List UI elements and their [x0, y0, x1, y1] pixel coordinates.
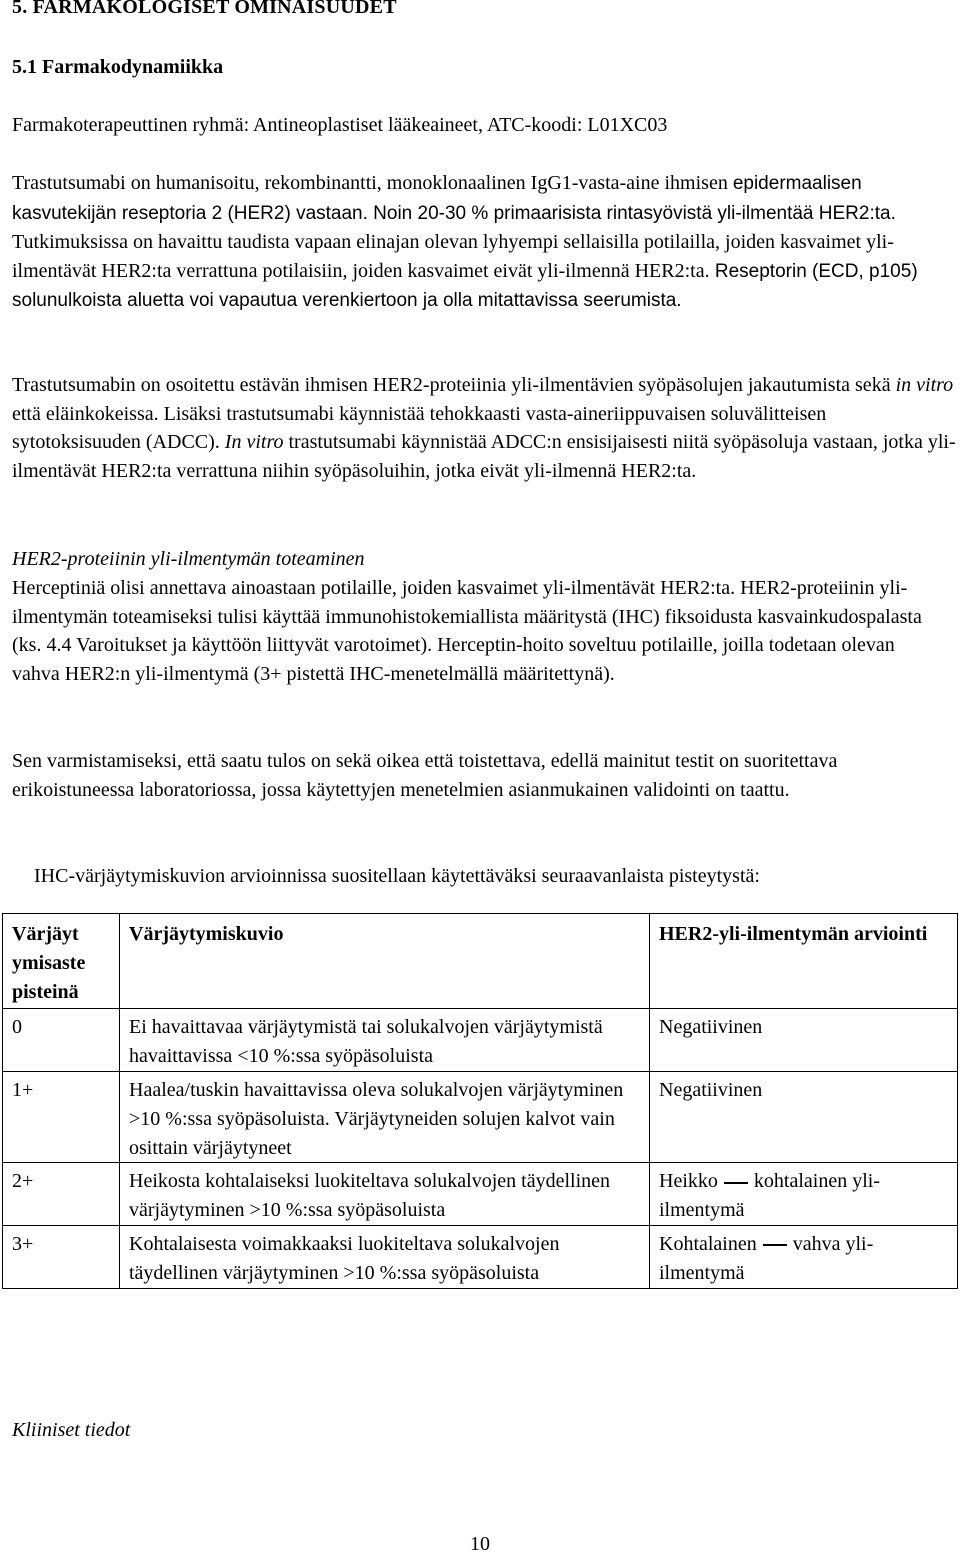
- text: Trastutsumabin on osoitettu estävän ihmisen HER2-proteiinia yli-ilmentävien syöpäsolujen jakautumista sekä: [12, 374, 896, 396]
- text: epidermaalisen kasvutekijän reseptoria 2 (HER2) vastaan. Noin 20-30 % primaarisista rintasyövistä yli-ilmentää HER2:ta.: [12, 173, 896, 224]
- table-row: [3, 1071, 958, 1162]
- paragraph-mechanism: [12, 169, 958, 316]
- cell-score: 3+: [3, 1225, 120, 1288]
- text: vahva yli-ilmentymä: [659, 1232, 874, 1284]
- dash-separator: [724, 1182, 748, 1184]
- cell-score: 1+: [3, 1071, 120, 1162]
- text: kohtalainen yli-ilmentymä: [659, 1170, 880, 1222]
- pharmacotherapeutic-group: Farmakoterapeuttinen ryhmä: Antineoplastiset lääkeaineet, ATC-koodi: L01XC03: [12, 114, 668, 136]
- header-assessment: HER2-yli-ilmentymän arviointi: [650, 914, 958, 1009]
- dash-separator: [763, 1244, 787, 1246]
- header-pattern: Värjäytymiskuvio: [120, 914, 650, 1009]
- page-number: 10: [470, 1533, 490, 1555]
- table-row: [3, 1163, 958, 1226]
- ihc-scoring-table: [2, 913, 958, 1289]
- paragraph-validation: Sen varmistamiseksi, että saatu tulos on sekä oikea että toistettava, edellä mainitut testit on suoritettava erikoistuneessa laboratoriossa, jossa käytettyjen menetelmien asianmukainen validointi on taattu.: [12, 750, 838, 801]
- text: Negatiivinen: [659, 1016, 763, 1039]
- cell-pattern: Ei havaittavaa värjäytymistä tai solukalvojen värjäytymistä havaittavissa <10 %:ssa syöpäsoluista: [120, 1009, 650, 1072]
- paragraph-herceptin-indication: Herceptiniä olisi annettava ainoastaan potilaille, joiden kasvaimet yli-ilmentävät HER2:ta. HER2-proteiinin yli-ilmentymän toteamiseksi tulisi käyttää immunohistokemiallista määritystä (IHC) fiksoidusta kasvainkudospalasta (ks. 4.4 Varoitukset ja käyttöön liittyvät varotoimet). Herceptin-hoito soveltuu potilaille, joilla todetaan olevan vahva HER2:n yli-ilmentymä (3+ pistettä IHC-menetelmällä määritettynä).: [12, 577, 922, 685]
- text: Trastutsumabi on humanisoitu, rekombinantti, monoklonaalinen IgG1-vasta-aine ihmisen: [12, 172, 728, 194]
- italic-text: In vitro: [224, 431, 284, 454]
- cell-assessment: [650, 1163, 958, 1226]
- cell-assessment: [650, 1225, 958, 1288]
- cell-assessment: [650, 1071, 958, 1162]
- paragraph-inhibition: [12, 371, 958, 485]
- text: Reseptorin (ECD, p105) solunulkoista aluetta voi vapautua verenkiertoon ja olla mitattavissa seerumista.: [12, 260, 918, 312]
- subheading-clinical-data: Kliiniset tiedot: [12, 1419, 131, 1441]
- table-row: [3, 1009, 958, 1072]
- section-heading: 5.1 Farmakodynamiikka: [12, 56, 224, 78]
- text: Kohtalainen: [659, 1232, 757, 1255]
- chapter-heading: 5. FARMAKOLOGISET OMINAISUUDET: [12, 0, 397, 18]
- cell-score: 2+: [3, 1163, 120, 1226]
- text: että eläinkokeissa. Lisäksi trastutsumabi käynnistää tehokkaasti vasta-aineriippuvaisen soluvälitteisen sytotoksisuuden (ADCC).: [12, 402, 827, 454]
- subheading-her2-detection: HER2-proteiinin yli-ilmentymän toteaminen: [12, 548, 365, 570]
- cell-pattern: Kohtalaisesta voimakkaaksi luokiteltava solukalvojen täydellinen värjäytyminen >10 %:ssa syöpäsoluista: [120, 1225, 650, 1288]
- paragraph-scoring-intro: IHC-värjäytymiskuvion arvioinnissa suositellaan käytettäväksi seuraavanlaista pisteytystä:: [34, 865, 760, 887]
- text: Tutkimuksissa on havaittu taudista vapaan elinajan olevan lyhyempi sellaisilla potilailla, joiden kasvaimet yli-ilmentävät HER2:ta verrattuna potilaisiin, joiden kasvaimet eivät yli-ilmennä HER2:ta.: [12, 231, 894, 282]
- text: Negatiivinen: [659, 1078, 763, 1101]
- table-row: [3, 1225, 958, 1288]
- cell-pattern: Heikosta kohtalaiseksi luokiteltava solukalvojen täydellinen värjäytyminen >10 %:ssa syöpäsoluista: [120, 1163, 650, 1226]
- cell-score: 0: [3, 1009, 120, 1072]
- text: Heikko: [659, 1170, 718, 1193]
- header-score: Värjäyt ymisaste pisteinä: [3, 914, 120, 1009]
- italic-text: in vitro: [895, 374, 954, 396]
- table-header-row: [3, 914, 958, 1009]
- cell-assessment: [650, 1009, 958, 1072]
- cell-pattern: Haalea/tuskin havaittavissa oleva solukalvojen värjäytyminen >10 %:ssa syöpäsoluista. Värjäytyneiden solujen kalvot vain osittain värjäytyneet: [120, 1071, 650, 1162]
- text: trastutsumabi käynnistää ADCC:n ensisijaisesti niitä syöpäsoluja vastaan, jotka yli-ilmentävät HER2:ta verrattuna niihin syöpäsoluihin, jotka eivät yli-ilmennä HER2:ta.: [12, 431, 956, 482]
